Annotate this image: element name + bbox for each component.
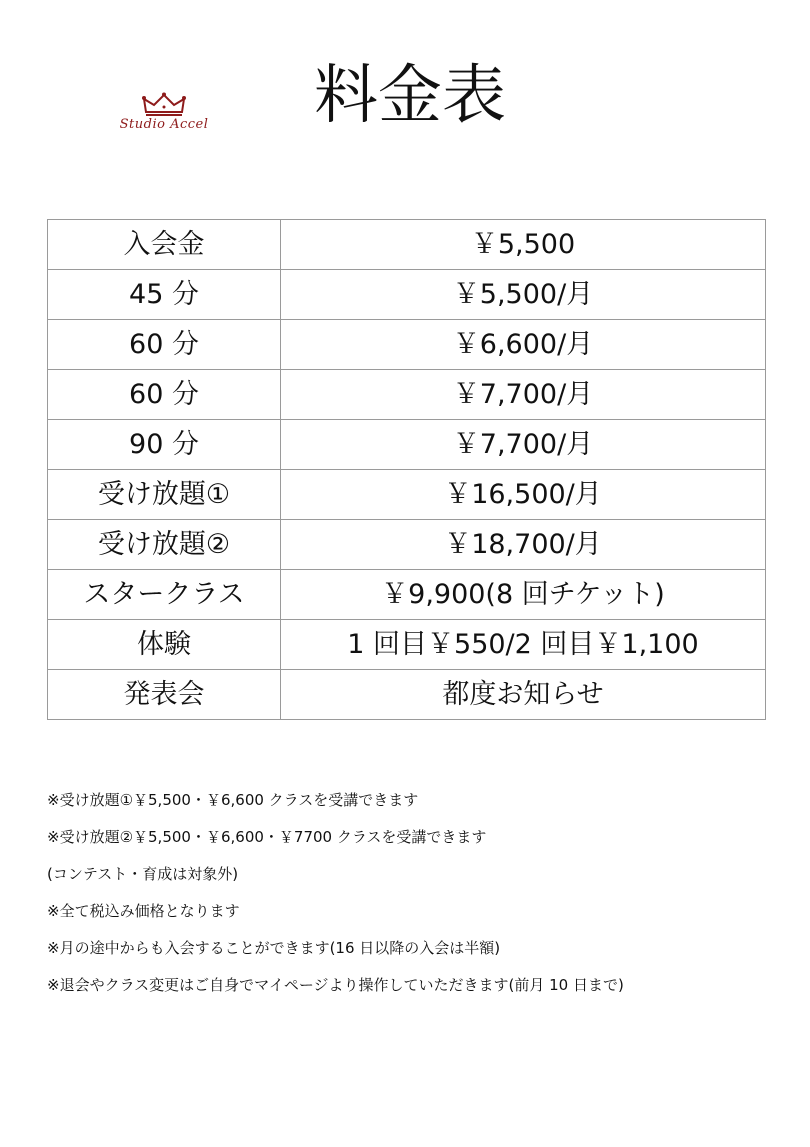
note-item: ※退会やクラス変更はご自身でマイページより操作していただきます(前月 10 日まで) [47,976,624,994]
table-row [48,370,766,420]
table-row [48,570,766,620]
table-row [48,520,766,570]
logo-text: Studio Accel [119,117,209,132]
table-row [48,670,766,720]
price-cell: 1 回目￥550/2 回目￥1,100 [281,620,766,670]
price-cell: ￥16,500/月 [281,470,766,520]
table-row [48,320,766,370]
price-cell: ￥7,700/月 [281,420,766,470]
crown-icon [142,92,186,118]
price-cell: 都度お知らせ [281,670,766,720]
item-cell: 90 分 [48,420,281,470]
note-item: ※全て税込み価格となります [47,902,240,920]
page-title: 料金表 [314,59,506,133]
note-item: ※受け放題②￥5,500・￥6,600・￥7700 クラスを受講できます [47,828,487,846]
price-cell: ￥9,900(8 回チケット) [281,570,766,620]
price-cell: ￥5,500/月 [281,270,766,320]
price-cell: ￥6,600/月 [281,320,766,370]
item-cell: 受け放題② [48,520,281,570]
item-cell: 受け放題① [48,470,281,520]
table-row [48,470,766,520]
item-cell: 発表会 [48,670,281,720]
item-cell: 体験 [48,620,281,670]
note-item: (コンテスト・育成は対象外) [47,865,239,883]
table-row [48,420,766,470]
price-cell: ￥7,700/月 [281,370,766,420]
item-cell: スタークラス [48,570,281,620]
price-cell: ￥5,500 [281,220,766,270]
studio-logo [112,92,216,140]
note-item: ※月の途中からも入会することができます(16 日以降の入会は半額) [47,939,501,957]
table-row [48,620,766,670]
item-cell: 45 分 [48,270,281,320]
item-cell: 入会金 [48,220,281,270]
item-cell: 60 分 [48,370,281,420]
table-row [48,270,766,320]
note-item: ※受け放題①￥5,500・￥6,600 クラスを受講できます [47,791,419,809]
item-cell: 60 分 [48,320,281,370]
notes-list [47,782,787,1004]
price-cell: ￥18,700/月 [281,520,766,570]
table-row [48,220,766,270]
price-table [47,219,766,720]
